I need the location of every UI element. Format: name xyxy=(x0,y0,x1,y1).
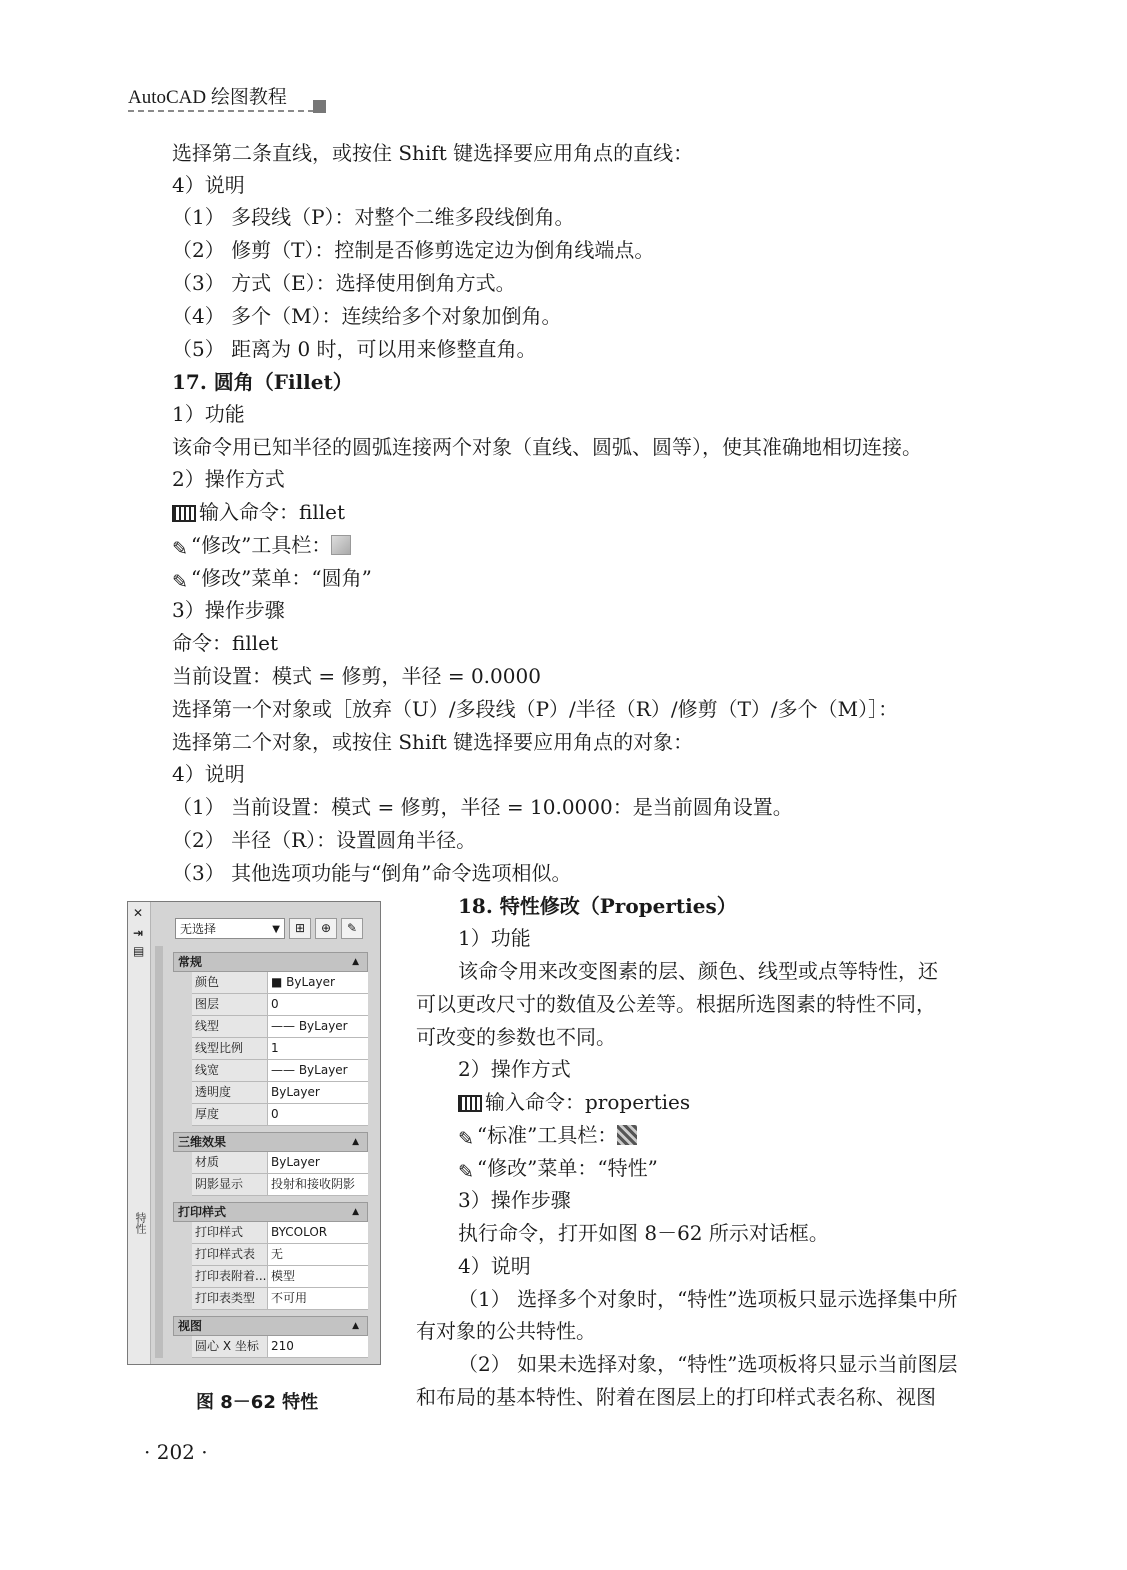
text-line: 1）功能 xyxy=(458,926,531,950)
palette-scrollbar[interactable] xyxy=(155,946,163,1358)
collapse-icon: ▲ xyxy=(352,1321,359,1331)
text-line: 4）说明 xyxy=(172,173,245,197)
property-value[interactable]: 1 xyxy=(268,1038,368,1060)
text-line: 3）操作步骤 xyxy=(458,1188,571,1212)
text-line: （2） 如果未选择对象，“特性”选项板将只显示当前图层 xyxy=(458,1352,958,1376)
keyboard-icon xyxy=(172,505,196,522)
toolbar-icon: ✎ xyxy=(172,571,188,593)
close-icon[interactable]: ✕ xyxy=(133,906,144,920)
toolbar-icon: ✎ xyxy=(172,538,188,560)
menu-line: ✎ “修改”菜单：“圆角” xyxy=(172,566,372,593)
text-line: （3） 其他选项功能与“倒角”命令选项相似。 xyxy=(172,861,572,885)
property-row[interactable] xyxy=(173,972,368,994)
collapse-icon: ▲ xyxy=(352,957,359,967)
property-value[interactable]: 不可用 xyxy=(268,1288,368,1310)
property-section-header[interactable]: 三维效果 ▲ xyxy=(173,1132,368,1152)
text-line: 选择第二个对象，或按住 Shift 键选择要应用角点的对象： xyxy=(172,730,694,754)
page-number: · 202 · xyxy=(144,1440,208,1464)
toolbar-line: ✎ “标准”工具栏： xyxy=(458,1122,640,1152)
selection-dropdown[interactable]: 无选择 ▼ xyxy=(175,918,285,939)
property-name: 圆心 X 坐标 xyxy=(192,1336,268,1358)
property-row[interactable] xyxy=(173,1016,368,1038)
property-name: 图层 xyxy=(192,994,268,1016)
property-name: 打印样式 xyxy=(192,1222,268,1244)
chevron-down-icon: ▼ xyxy=(272,924,280,935)
property-name: 线宽 xyxy=(192,1060,268,1082)
property-value[interactable]: 投射和接收阴影 xyxy=(268,1174,368,1196)
figure-caption: 图 8－62 特性 xyxy=(196,1392,319,1413)
fillet-icon xyxy=(331,535,351,555)
property-section-header[interactable]: 打印样式 ▲ xyxy=(173,1202,368,1222)
command-line: 输入命令：properties xyxy=(458,1089,690,1115)
collapse-icon: ▲ xyxy=(352,1207,359,1217)
header-rule xyxy=(128,110,314,112)
text-line: 2）操作方式 xyxy=(172,467,285,491)
property-name: 打印表附着... xyxy=(192,1266,268,1288)
property-name: 线型比例 xyxy=(192,1038,268,1060)
property-value[interactable]: ■ ByLayer xyxy=(268,972,368,994)
property-value[interactable]: 0 xyxy=(268,994,368,1016)
property-row[interactable] xyxy=(173,1288,368,1310)
text-line: 执行命令，打开如图 8－62 所示对话框。 xyxy=(458,1221,829,1245)
text-line: 该命令用已知半径的圆弧连接两个对象（直线、圆弧、圆等），使其准确地相切连接。 xyxy=(172,435,922,459)
text-line: 有对象的公共特性。 xyxy=(416,1319,596,1343)
text-line: 和布局的基本特性、附着在图层上的打印样式表名称、视图 xyxy=(416,1385,936,1409)
text-line: （3） 方式（E）：选择使用倒角方式。 xyxy=(172,271,516,295)
palette-side-strip xyxy=(128,902,151,1364)
palette-side-label: 特性 xyxy=(134,1212,147,1234)
text-line: 命令：fillet xyxy=(172,631,279,655)
text-line: 3）操作步骤 xyxy=(172,598,285,622)
property-value[interactable]: ByLayer xyxy=(268,1152,368,1174)
property-section-header[interactable]: 常规 ▲ xyxy=(173,952,368,972)
property-row[interactable] xyxy=(173,1104,368,1126)
property-value[interactable]: BYCOLOR xyxy=(268,1222,368,1244)
property-row[interactable] xyxy=(173,1266,368,1288)
property-row[interactable] xyxy=(173,1222,368,1244)
quick-select-button[interactable]: ✎ xyxy=(341,918,363,939)
properties-grid xyxy=(173,950,368,1358)
property-value[interactable]: ByLayer xyxy=(268,1082,368,1104)
property-name: 透明度 xyxy=(192,1082,268,1104)
text-line: 可改变的参数也不同。 xyxy=(416,1025,616,1049)
toolbar-icon: ✎ xyxy=(458,1128,474,1150)
property-row[interactable] xyxy=(173,1244,368,1266)
text-line: 可以更改尺寸的数值及公差等。根据所选图素的特性不同， xyxy=(416,992,936,1016)
collapse-icon: ▲ xyxy=(352,1137,359,1147)
property-value[interactable]: —— ByLayer xyxy=(268,1060,368,1082)
properties-menu-icon[interactable]: ▤ xyxy=(133,944,145,958)
property-name: 打印表类型 xyxy=(192,1288,268,1310)
text-line: （1） 选择多个对象时，“特性”选项板只显示选择集中所 xyxy=(458,1287,958,1311)
toolbar-line: ✎ “修改”工具栏： xyxy=(172,532,354,562)
property-section-header[interactable]: 视图 ▲ xyxy=(173,1316,368,1336)
autohide-icon[interactable]: ⇥ xyxy=(133,926,144,940)
text-line: （4） 多个（M）：连续给多个对象加倒角。 xyxy=(172,304,562,328)
property-value[interactable]: —— ByLayer xyxy=(268,1016,368,1038)
section-heading: 17. 圆角（Fillet） xyxy=(172,370,353,394)
property-row[interactable] xyxy=(173,1082,368,1104)
header-square xyxy=(313,100,326,113)
text-line: （1） 多段线（P）：对整个二维多段线倒角。 xyxy=(172,205,575,229)
text-line: 1）功能 xyxy=(172,402,245,426)
text-line: 当前设置：模式 = 修剪，半径 = 0.0000 xyxy=(172,664,541,688)
text-line: （2） 修剪（T）：控制是否修剪选定边为倒角线端点。 xyxy=(172,238,655,262)
section-heading: 18. 特性修改（Properties） xyxy=(458,894,737,918)
text-line: 选择第二条直线，或按住 Shift 键选择要应用角点的直线： xyxy=(172,141,694,165)
running-head: AutoCAD 绘图教程 xyxy=(128,87,287,108)
property-value[interactable]: 模型 xyxy=(268,1266,368,1288)
property-row[interactable] xyxy=(173,1038,368,1060)
text-line: （2） 半径（R）：设置圆角半径。 xyxy=(172,828,477,852)
text-line: 选择第一个对象或［放弃（U）/多段线（P）/半径（R）/修剪（T）/多个（M）］： xyxy=(172,697,899,721)
property-row[interactable] xyxy=(173,1174,368,1196)
property-value[interactable]: 0 xyxy=(268,1104,368,1126)
text-line: 4）说明 xyxy=(172,762,245,786)
text-line: 4）说明 xyxy=(458,1254,531,1278)
toggle-pickadd-button[interactable]: ⊞ xyxy=(289,918,311,939)
property-row[interactable] xyxy=(173,1152,368,1174)
command-line: 输入命令：fillet xyxy=(172,499,345,525)
properties-palette xyxy=(127,901,381,1365)
text-line: 2）操作方式 xyxy=(458,1057,571,1081)
property-row[interactable] xyxy=(173,994,368,1016)
property-name: 阴影显示 xyxy=(192,1174,268,1196)
property-name: 材质 xyxy=(192,1152,268,1174)
property-name: 厚度 xyxy=(192,1104,268,1126)
properties-icon xyxy=(617,1125,637,1145)
property-row[interactable] xyxy=(173,1060,368,1082)
property-name: 打印样式表 xyxy=(192,1244,268,1266)
property-value[interactable]: 无 xyxy=(268,1244,368,1266)
menu-line: ✎ “修改”菜单：“特性” xyxy=(458,1156,658,1183)
select-objects-button[interactable]: ⊕ xyxy=(315,918,337,939)
keyboard-icon xyxy=(458,1095,482,1112)
property-row[interactable] xyxy=(173,1336,368,1358)
toolbar-icon: ✎ xyxy=(458,1161,474,1183)
text-line: 该命令用来改变图素的层、颜色、线型或点等特性，还 xyxy=(458,959,938,983)
property-value[interactable]: 210 xyxy=(268,1336,368,1358)
property-name: 线型 xyxy=(192,1016,268,1038)
property-name: 颜色 xyxy=(192,972,268,994)
text-line: （1） 当前设置：模式 = 修剪，半径 = 10.0000：是当前圆角设置。 xyxy=(172,795,793,819)
text-line: （5） 距离为 0 时，可以用来修整直角。 xyxy=(172,337,537,361)
